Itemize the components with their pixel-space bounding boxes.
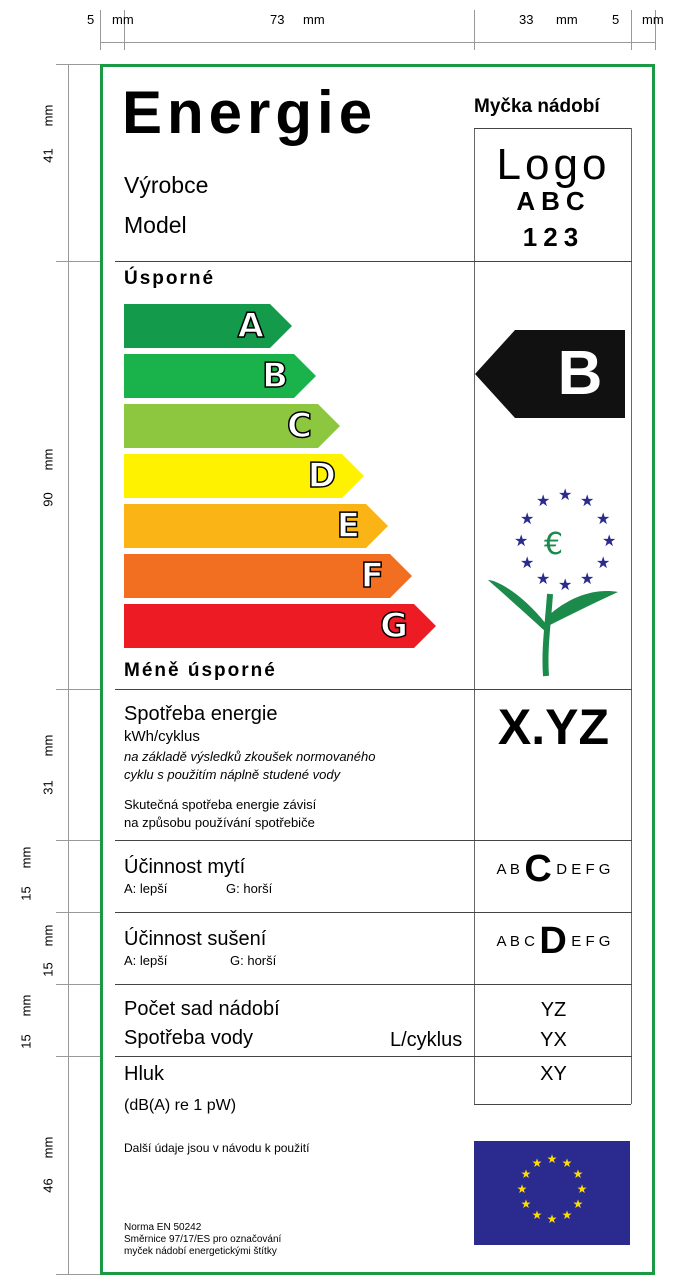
svg-text:★: ★ (520, 553, 535, 572)
washing-selected: C (524, 848, 552, 890)
scale-bottom-label: Méně úsporné (124, 660, 277, 681)
washing-scale (476, 848, 631, 891)
drying-title: Účinnost sušení (124, 928, 267, 950)
consumption-unit: kWh/cyklus (124, 728, 200, 745)
svg-text:★: ★ (561, 1208, 573, 1222)
class-arrow-f: F (124, 554, 412, 598)
svg-text:★: ★ (558, 575, 573, 594)
water-consumption-unit: L/cyklus (390, 1029, 463, 1051)
appliance-type: Myčka nádobí (474, 96, 600, 117)
svg-text:★: ★ (520, 1167, 532, 1181)
dim-left-41: 41 (40, 148, 56, 163)
noise-label: Hluk (124, 1063, 165, 1085)
rating-letter: B (557, 339, 603, 408)
norm-line-3: myček nádobí energetickými štítky (124, 1246, 277, 1257)
noise-unit: (dB(A) re 1 pW) (124, 1097, 237, 1114)
dim-left-90: 90 (40, 492, 56, 507)
svg-text:★: ★ (576, 1182, 588, 1196)
place-settings-label: Počet sad nádobí (124, 998, 280, 1020)
dim-left-15a-unit: mm (18, 846, 34, 869)
svg-text:★: ★ (516, 1182, 528, 1196)
dim-left-15b: 15 (40, 962, 56, 977)
noise-value: XY (540, 1063, 567, 1085)
eu-flag-icon (474, 1141, 630, 1245)
manufacturer-label: Výrobce (124, 172, 209, 198)
dim-left-31: 31 (40, 780, 56, 795)
logo-abc: ABC (516, 186, 591, 216)
scale-top-label: Úsporné (124, 268, 216, 289)
dim-left-90-unit: mm (40, 448, 56, 471)
place-settings-value: YZ (540, 999, 567, 1021)
dim-top-right-value: 33 (519, 12, 534, 27)
class-arrow-c: C (124, 404, 340, 448)
drying-better: A: lepší (124, 953, 168, 968)
washing-after: D E F G (556, 861, 611, 878)
model-label: Model (124, 212, 187, 238)
svg-text:★: ★ (572, 1167, 584, 1181)
svg-text:★: ★ (536, 491, 551, 510)
washing-title: Účinnost mytí (124, 856, 246, 878)
svg-text:★: ★ (596, 553, 611, 572)
logo-123: 123 (522, 222, 585, 252)
consumption-title: Spotřeba energie (124, 703, 278, 725)
norm-line-2: Směrnice 97/17/ES pro označování (124, 1234, 282, 1245)
drying-scale (476, 920, 631, 963)
more-info-text: Další údaje jsou v návodu k použití (124, 1141, 310, 1155)
dim-left-15c-unit: mm (18, 994, 34, 1017)
washing-worse: G: horší (226, 881, 273, 896)
class-arrow-g: G (124, 604, 436, 648)
svg-text:★: ★ (561, 1156, 573, 1170)
class-arrow-e: E (124, 504, 388, 548)
svg-text:€: € (544, 527, 564, 562)
drying-selected: D (539, 920, 567, 962)
consumption-note-1: na základě výsledků zkoušek normovaného (124, 749, 376, 764)
dim-top-left-value: 5 (87, 12, 95, 27)
svg-text:★: ★ (536, 569, 551, 588)
eu-flower-icon (484, 484, 624, 680)
label-title: Energie (122, 79, 378, 146)
svg-text:★: ★ (572, 1197, 584, 1211)
svg-text:★: ★ (602, 531, 617, 550)
dim-left-15b-unit: mm (40, 924, 56, 947)
dim-top-right-unit: mm (556, 12, 578, 27)
dim-left-41-unit: mm (40, 104, 56, 127)
water-consumption-value: YX (540, 1029, 567, 1051)
rating-indicator (475, 330, 625, 418)
svg-text:★: ★ (580, 569, 595, 588)
water-consumption-label: Spotřeba vody (124, 1027, 253, 1049)
dim-top-left-unit: mm (112, 12, 134, 27)
actual-consumption-1: Skutečná spotřeba energie závisí (124, 797, 317, 812)
logo-text: Logo (496, 140, 611, 189)
svg-text:★: ★ (514, 531, 529, 550)
svg-text:★: ★ (531, 1208, 543, 1222)
svg-text:★: ★ (520, 1197, 532, 1211)
consumption-note-2: cyklu s použitím náplně studené vody (124, 767, 341, 782)
consumption-value: X.YZ (497, 699, 610, 755)
drying-before: A B C (496, 933, 535, 950)
actual-consumption-2: na způsobu používání spotřebiče (124, 815, 315, 830)
svg-text:★: ★ (531, 1156, 543, 1170)
class-arrow-a: A (124, 304, 292, 348)
class-arrow-d: D (124, 454, 364, 498)
dim-left-15c: 15 (18, 1034, 34, 1049)
class-arrow-b: B (124, 354, 316, 398)
dim-top-width-value: 73 (270, 12, 285, 27)
dim-left-15a: 15 (18, 886, 34, 901)
dim-top-edge-value: 5 (612, 12, 620, 27)
svg-text:★: ★ (580, 491, 595, 510)
washing-better: A: lepší (124, 881, 168, 896)
norm-line-1: Norma EN 50242 (124, 1222, 202, 1233)
dim-left-46: 46 (40, 1178, 56, 1193)
dim-top-edge-unit: mm (642, 12, 664, 27)
dim-top-width-unit: mm (303, 12, 325, 27)
svg-text:★: ★ (596, 509, 611, 528)
svg-text:★: ★ (546, 1212, 558, 1226)
drying-worse: G: horší (230, 953, 277, 968)
dim-left-31-unit: mm (40, 734, 56, 757)
svg-text:★: ★ (558, 485, 573, 504)
washing-before: A B (496, 861, 520, 878)
dim-left-46-unit: mm (40, 1136, 56, 1159)
svg-text:★: ★ (520, 509, 535, 528)
drying-after: E F G (571, 933, 611, 950)
svg-text:★: ★ (546, 1152, 558, 1166)
